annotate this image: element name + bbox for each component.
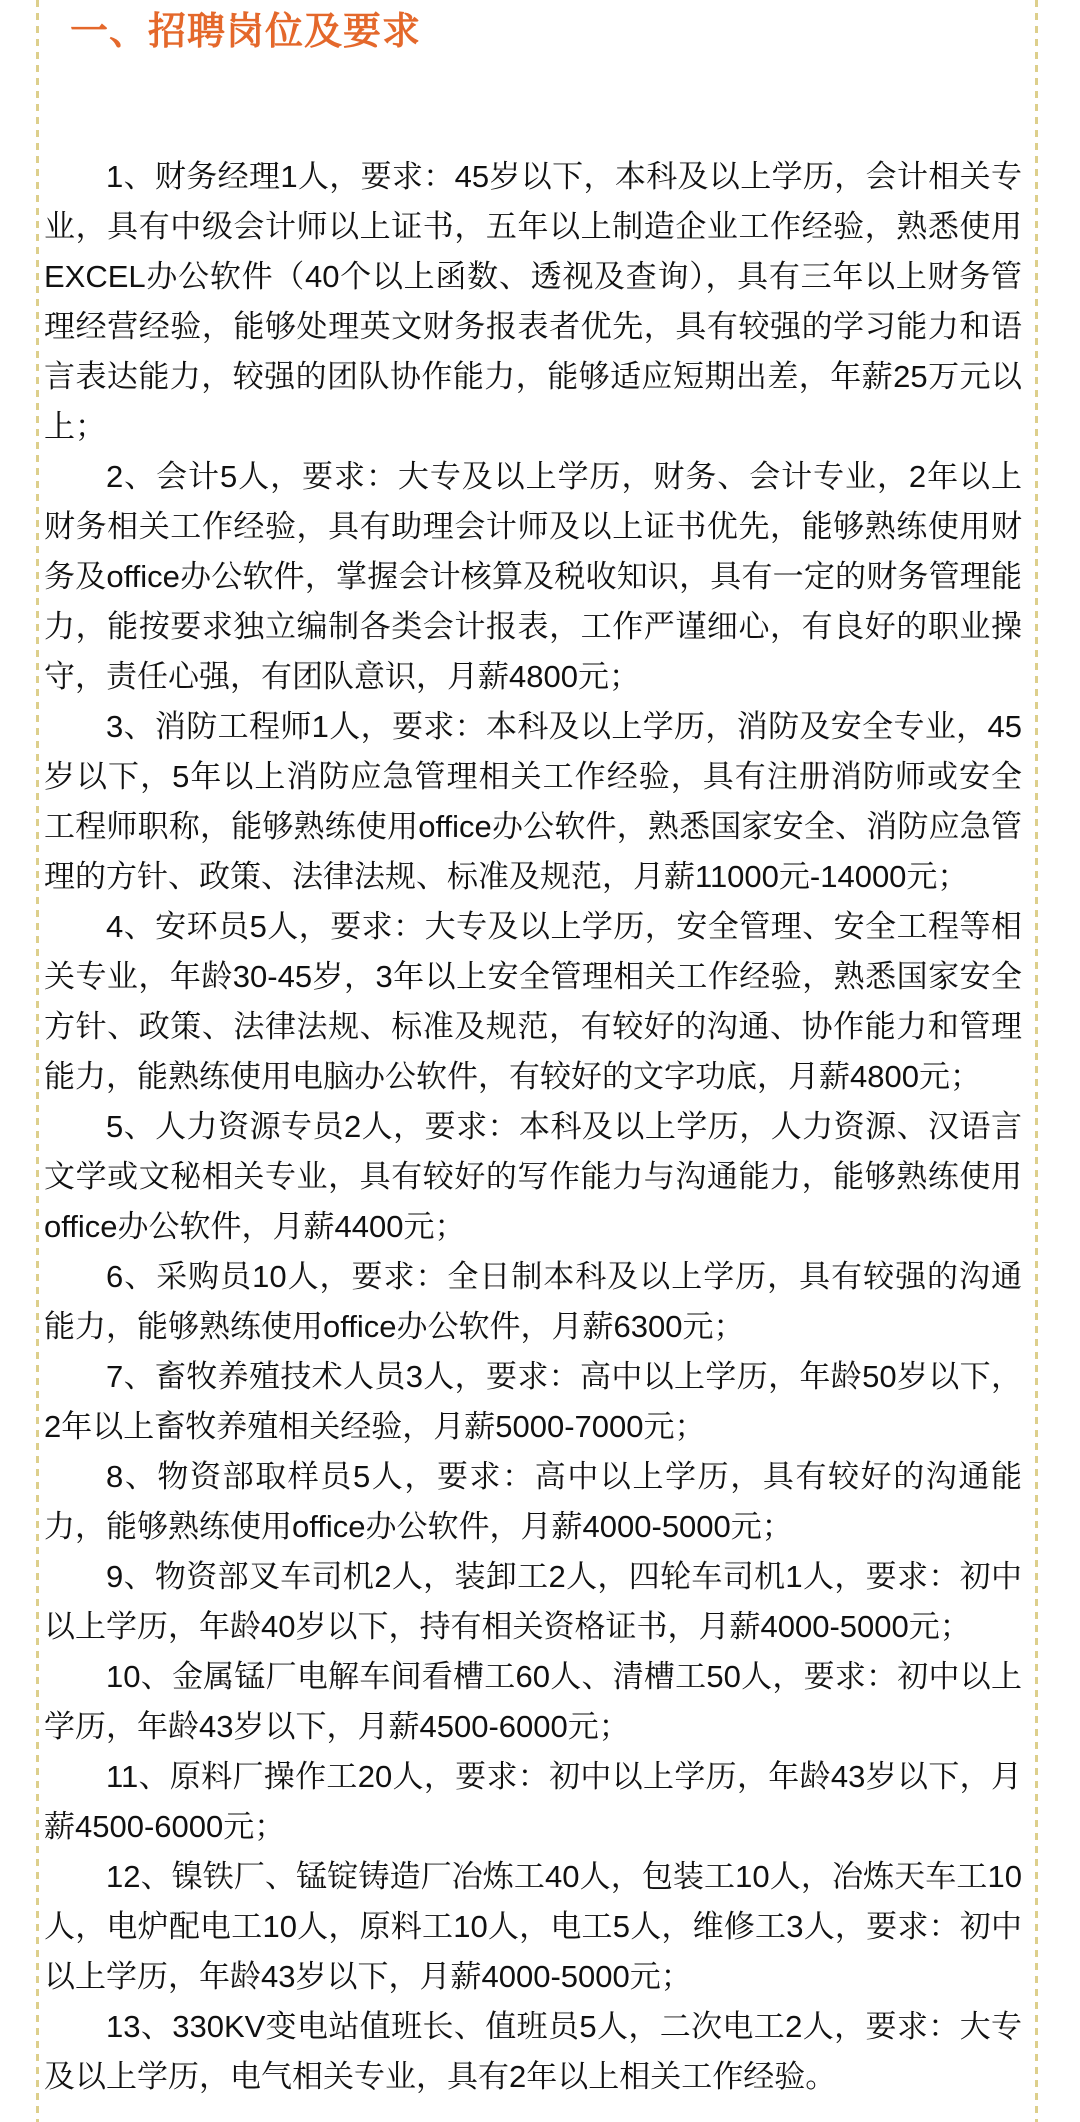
job-paragraph-smelting-worker: 12、镍铁厂、锰锭铸造厂冶炼工40人，包装工10人，冶炼天车工10人，电炉配电工10人，原料工10人，电工5人，维修工3人，要求：初中以上学历，年龄43岁以下，月薪4000-5000元； xyxy=(44,1859,1022,1994)
job-paragraph-purchaser: 6、采购员10人，要求：全日制本科及以上学历，具有较强的沟通能力，能够熟练使用office办公软件，月薪6300元； xyxy=(44,1259,1022,1344)
job-paragraph-livestock-tech: 7、畜牧养殖技术人员3人，要求：高中以上学历，年龄50岁以下，2年以上畜牧养殖相关经验，月薪5000-7000元； xyxy=(44,1359,1022,1444)
job-paragraph-finance-manager: 1、财务经理1人，要求：45岁以下，本科及以上学历，会计相关专业，具有中级会计师以上证书，五年以上制造企业工作经验，熟悉使用EXCEL办公软件（40个以上函数、透视及查询），具有三年以上财务管理经营经验，能够处理英文财务报表者优先，具有较强的学习能力和语言表达能力，较强的团队协作能力，能够适应短期出差，年薪25万元以上； xyxy=(44,159,1022,444)
job-list xyxy=(44,152,1022,2102)
job-paragraph-substation-staff: 13、330KV变电站值班长、值班员5人，二次电工2人，要求：大专及以上学历，电气相关专业，具有2年以上相关工作经验。 xyxy=(44,2009,1022,2094)
job-paragraph-hr-specialist: 5、人力资源专员2人，要求：本科及以上学历，人力资源、汉语言文学或文秘相关专业，具有较好的写作能力与沟通能力，能够熟练使用office办公软件，月薪4400元； xyxy=(44,1109,1022,1244)
job-paragraph-fire-engineer: 3、消防工程师1人，要求：本科及以上学历，消防及安全专业，45岁以下，5年以上消防应急管理相关工作经验，具有注册消防师或安全工程师职称，能够熟练使用office办公软件，熟悉国家安全、消防应急管理的方针、政策、法律法规、标准及规范，月薪11000元-14000元； xyxy=(44,709,1022,894)
section-title: 一、招聘岗位及要求 xyxy=(70,11,422,53)
job-paragraph-accountant: 2、会计5人，要求：大专及以上学历，财务、会计专业，2年以上财务相关工作经验，具有助理会计师及以上证书优先，能够熟练使用财务及office办公软件，掌握会计核算及税收知识，具有一定的财务管理能力，能按要求独立编制各类会计报表，工作严谨细心，有良好的职业操守，责任心强，有团队意识，月薪4800元； xyxy=(44,459,1022,694)
job-paragraph-material-operator: 11、原料厂操作工20人，要求：初中以上学历，年龄43岁以下，月薪4500-6000元； xyxy=(44,1759,1022,1844)
job-paragraph-electrolysis-worker: 10、金属锰厂电解车间看槽工60人、清槽工50人，要求：初中以上学历，年龄43岁以下，月薪4500-6000元； xyxy=(44,1659,1022,1744)
job-paragraph-sampler: 8、物资部取样员5人，要求：高中以上学历，具有较好的沟通能力，能够熟练使用office办公软件，月薪4000-5000元； xyxy=(44,1459,1022,1544)
job-paragraph-safety-officer: 4、安环员5人，要求：大专及以上学历，安全管理、安全工程等相关专业，年龄30-45岁，3年以上安全管理相关工作经验，熟悉国家安全方针、政策、法律法规、标准及规范，有较好的沟通、协作能力和管理能力，能熟练使用电脑办公软件，有较好的文字功底，月薪4800元； xyxy=(44,909,1022,1094)
job-paragraph-forklift-driver: 9、物资部叉车司机2人，装卸工2人，四轮车司机1人，要求：初中以上学历，年龄40岁以下，持有相关资格证书，月薪4000-5000元； xyxy=(44,1559,1022,1644)
